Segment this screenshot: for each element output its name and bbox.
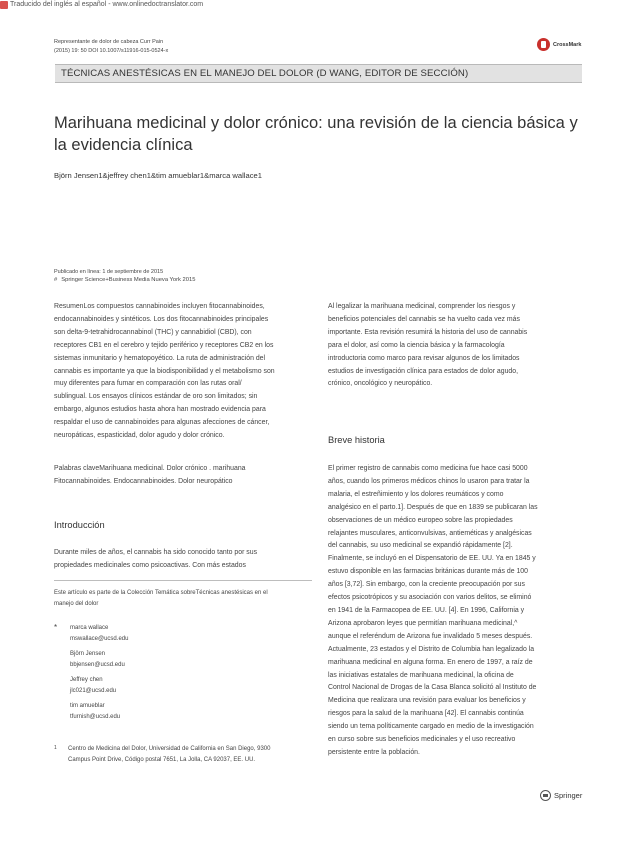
body-line: años [3,72]. Sin embargo, con la creciente preocupación por sus — [328, 581, 525, 589]
history-heading: Breve historia — [328, 435, 385, 445]
copyright-line — [54, 277, 195, 283]
body-line: introductoria como marco para revisar algunos de los limitados — [328, 354, 520, 362]
contact-entry — [70, 623, 128, 645]
body-line: Medicina que realizara una revisión para evaluar los beneficios y — [328, 697, 526, 705]
body-line: riesgos para la salud de la marihuana [42]. El cannabis continúa — [328, 710, 524, 718]
article-title — [54, 112, 584, 156]
body-line: Actualmente, 23 estados y el Distrito de Columbia han legalizado la — [328, 645, 535, 653]
body-line: años, cuando los primeros médicos chinos lo usaron para tratar la — [328, 477, 530, 485]
springer-logo — [540, 790, 582, 801]
abstract-line: muy diferentes para fumar en comparación con las rutas oral/ — [54, 380, 242, 388]
abstract-line: ResumenLos compuestos cannabinoides incluyen fitocannabinoides, — [54, 303, 265, 310]
publication-date: Publicado en línea: 1 de septiembre de 2015 — [54, 269, 164, 275]
footnote-number: 1 — [54, 745, 57, 751]
author-contacts — [54, 623, 128, 727]
crossmark-icon — [537, 38, 550, 51]
body-line: las iniciativas estatales de marihuana medicinal, la oficina de — [328, 671, 514, 679]
body-line: beneficios potenciales del cannabis se ha vuelto cada vez más — [328, 315, 520, 323]
body-line: del cannabis, su uso medicinal se expandió rápidamente [2]. — [328, 542, 513, 550]
body-line: analgésico en el parto.1]. Después de que en 1839 se publicaran las — [328, 503, 538, 511]
translate-icon — [0, 1, 8, 9]
body-line: importante. Esta revisión resumirá la historia del uso de cannabis — [328, 328, 528, 336]
contact-entry — [70, 649, 128, 671]
title-line-1: Marihuana medicinal y dolor crónico: una revisión de la ciencia básica y — [54, 114, 578, 132]
keywords — [54, 463, 312, 489]
abstract-line: endocannabinoides y sintéticos. Los dos fitocannabinoides principales — [54, 315, 269, 323]
affiliation-footnote — [54, 744, 318, 766]
body-line: en curso sobre sus beneficios medicinales y el uso recreativo — [328, 736, 516, 744]
abstract-line: sublingual. Los ensayos clínicos estándar de oro son limitados; sin — [54, 393, 258, 401]
footnote-line: Campus Point Drive, Código postal 7651, La Jolla, CA 92037, EE. UU. — [68, 757, 256, 763]
body-line: estuvo disponible en las farmacias británicas durante más de 100 — [328, 568, 528, 576]
corresponding-star-icon: * — [54, 623, 58, 632]
abstract — [54, 301, 312, 443]
abstract-line: receptores CB1 en el cerebro y tejido periférico y receptores CB2 en los — [54, 341, 274, 349]
body-line: Control Nacional de Drogas de la Casa Blanca solicitó al Instituto de — [328, 684, 537, 692]
contact-email[interactable]: mswallace@ucsd.edu — [70, 636, 129, 642]
body-line: Arizona aprobaron leyes que permitían marihuana medicinal,^ — [328, 619, 518, 627]
springer-horse-icon — [540, 790, 551, 801]
intro-line: Durante miles de años, el cannabis ha sido conocido tanto por sus — [54, 549, 258, 556]
abstract-line: cannabis es importante ya que la biodisponibilidad y el metabolismo son — [54, 367, 275, 375]
intro-heading: Introducción — [54, 520, 105, 530]
copyright-text: Springer Science+Business Media Nueva York 2015 — [61, 277, 196, 283]
abstract-line: son delta-9-tetrahidrocannabinol (THC) y cannabidiol (CBD), con — [54, 328, 252, 336]
history-paragraph — [328, 463, 584, 760]
body-line: persistente entre la población. — [328, 748, 420, 756]
hash-icon: # — [54, 277, 58, 283]
body-line: Al legalizar la marihuana medicinal, comprender los riesgos y — [328, 303, 516, 310]
abstract-line: embargo, algunos estudios hasta ahora han mostrado evidencia para — [54, 406, 266, 414]
contact-entry — [70, 701, 128, 723]
intro-line: propiedades medicinales como psicoactivas. Con más estados — [54, 561, 246, 569]
body-line: en 1941 de la Farmacopea de EE. UU. [4]. En 1996, California y — [328, 606, 525, 614]
body-line: aunque el referéndum de Arizona fue invalidado 5 meses después. — [328, 632, 533, 640]
abstract-line: neuropáticas, espasticidad, dolor agudo y dolor crónico. — [54, 432, 225, 440]
keywords-line: Fitocannabinoides. Endocannabinoides. Dolor neuropático — [54, 477, 233, 485]
contact-email[interactable]: bbjensen@ucsd.edu — [70, 662, 125, 668]
body-line: observaciones de un médico europeo sobre las propiedades — [328, 516, 513, 524]
abstract-line: sistemas inmunitario y hematopoyético. La ruta de administración del — [54, 354, 266, 362]
contact-name: marca wallace — [70, 625, 109, 631]
body-line: efectos psicotrópicos y su asociación con varios delitos, se eliminó — [328, 594, 532, 602]
translation-banner — [0, 0, 203, 9]
collection-note — [54, 588, 312, 610]
intro-paragraph — [54, 547, 312, 573]
collection-note-line: manejo del dolor — [54, 601, 99, 607]
author-list: Björn Jensen1&jeffrey chen1&tim amueblar1&marca wallace1 — [54, 171, 262, 180]
abstract-line: respaldar el uso de cannabinoides para algunas afecciones de cáncer, — [54, 419, 270, 427]
contact-name: Jeffrey chen — [70, 677, 103, 683]
contact-email[interactable]: jlc021@ucsd.edu — [70, 688, 117, 694]
crossmark-label: CrossMark — [553, 41, 582, 48]
section-header: TÉCNICAS ANESTÉSICAS EN EL MANEJO DEL DOLOR (D WANG, EDITOR DE SECCIÓN) — [55, 64, 582, 83]
collection-note-line: Este artículo es parte de la Colección Temática sobreTécnicas anestésicas en el — [54, 590, 268, 596]
contact-name: Björn Jensen — [70, 651, 106, 657]
body-line: malaria, el estreñimiento y los dolores reumáticos y como — [328, 490, 504, 498]
body-line: estudios de investigación clínica para estados de dolor agudo, — [328, 367, 519, 375]
footnote-line: Centro de Medicina del Dolor, Universidad de California en San Diego, 9300 — [68, 746, 271, 752]
footnote-divider — [54, 580, 312, 581]
springer-logo-text: Springer — [554, 791, 583, 800]
crossmark-badge[interactable] — [537, 38, 581, 51]
body-line: Finalmente, se incluyó en el Dispensatorio de EE. UU. Ya en 1845 y — [328, 555, 536, 563]
body-line: crónico, oncológico y neuropático. — [328, 380, 433, 388]
body-line: siendo un tema políticamente cargado en medio de la investigación — [328, 723, 534, 731]
contact-email[interactable]: tfurnish@ucsd.edu — [70, 714, 121, 720]
intro-continuation — [328, 301, 584, 391]
journal-info — [54, 38, 168, 56]
body-line: para el dolor, así como la ciencia básica y la farmacología — [328, 341, 505, 349]
journal-doi: (2015) 19: 50 DOI 10.1007/s11916-015-0524-x — [54, 48, 169, 54]
keywords-line: Palabras claveMarihuana medicinal. Dolor crónico . marihuana — [54, 465, 246, 472]
contact-entry — [70, 675, 128, 697]
title-line-2: la evidencia clínica — [54, 136, 193, 154]
body-line: El primer registro de cannabis como medicina fue hace casi 5000 — [328, 465, 528, 472]
contact-name: tim amueblar — [70, 703, 105, 709]
body-line: relajantes musculares, anticonvulsivas, antieméticas y analgésicas — [328, 529, 532, 537]
journal-name: Representante de dolor de cabeza Curr Pain — [54, 39, 164, 45]
body-line: marihuana medicinal en alguna forma. En enero de 1997, a raíz de — [328, 658, 533, 666]
banner-text: Traducido del inglés al español - www.onlinedoctranslator.com — [10, 1, 204, 8]
